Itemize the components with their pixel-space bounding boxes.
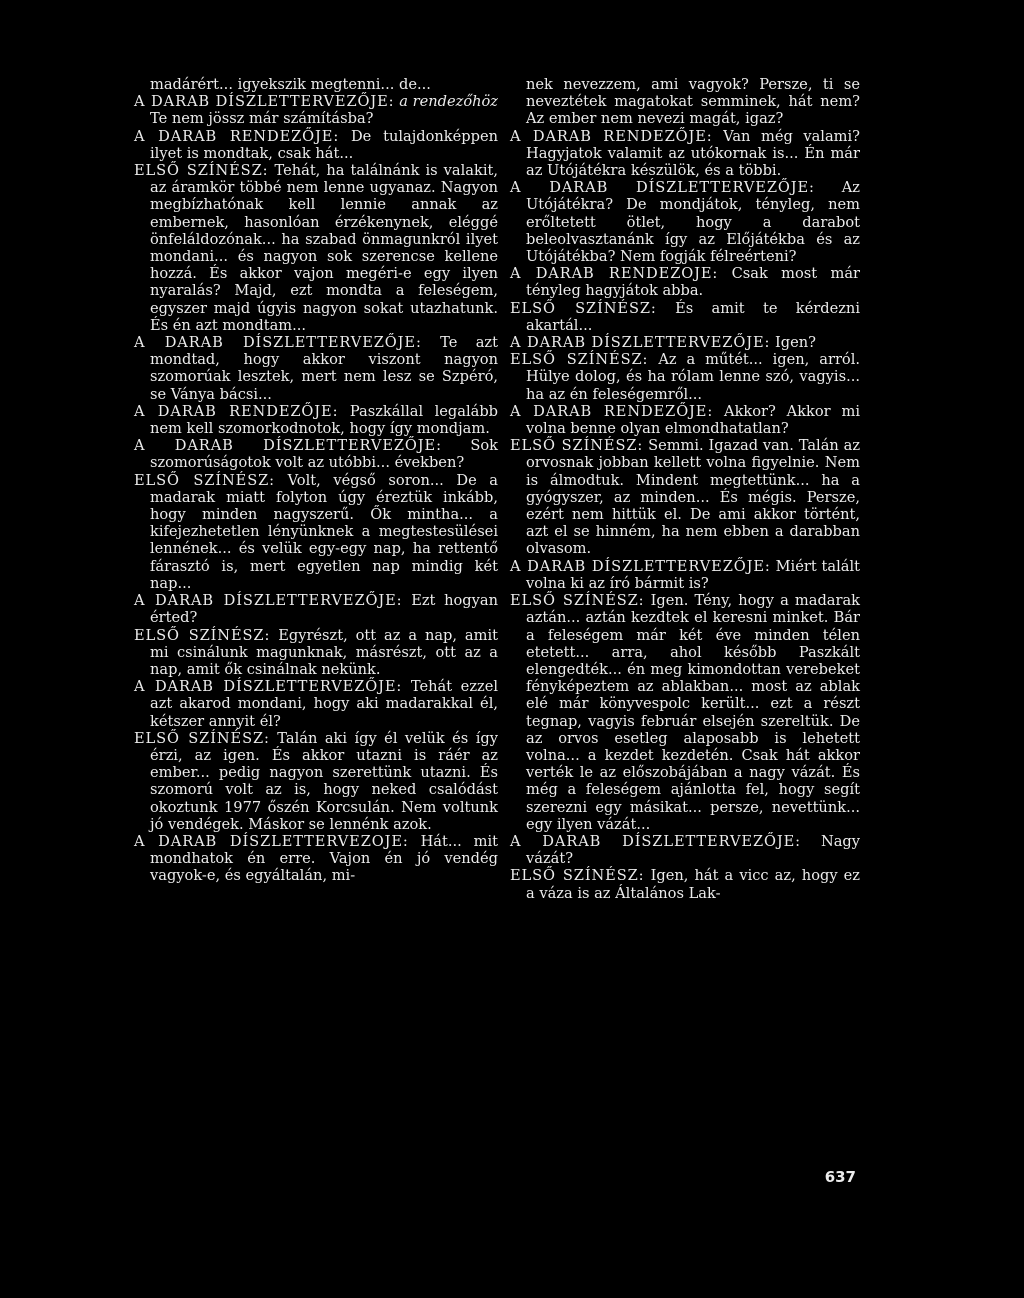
dialogue-text: Nagy vázát?	[526, 832, 860, 868]
dialogue-paragraph	[510, 128, 860, 180]
dialogue-paragraph	[510, 351, 860, 403]
dialogue-paragraph	[510, 437, 860, 557]
dialogue-text: De tulajdonképpen ilyet is mondtak, csak hát...	[150, 127, 498, 162]
left-column	[134, 76, 498, 885]
speaker-name: A DARAB RENDEZŐJE:	[510, 402, 714, 420]
dialogue-paragraph	[134, 403, 498, 437]
dialogue-text: madárért... igyekszik megtenni... de...	[150, 76, 431, 93]
speaker-name: A DARAB RENDEZŐJE:	[510, 127, 713, 145]
speaker-name: A DARAB DÍSZLETTERVEZŐJE:	[134, 437, 442, 455]
dialogue-text: nek nevezzem, ami vagyok? Persze, ti se neveztétek magatokat semminek, hát nem? Az ember nem nevezi magát, igaz?	[526, 76, 860, 128]
paragraph-continuation	[134, 76, 498, 93]
speaker-name: ELSŐ SZÍNÉSZ:	[510, 867, 645, 885]
dialogue-paragraph	[510, 334, 860, 351]
dialogue-paragraph	[134, 437, 498, 471]
dialogue-text: Semmi. Igazad van. Talán az orvosnak jobban kellett volna figyelnie. Nem is álmodtuk. Mindent megtettünk... ha a gyógyszer, az minden... És mégis. Persze, ezért nem hittük el. De ami akkor történt, azt el se hinném, ha nem ebben a darabban olvasom.	[526, 437, 861, 558]
dialogue-text: Te azt mondtad, hogy akkor viszont nagyon szomorúak lesztek, mert nem lesz se Szpéró, se Ványa bácsi...	[150, 334, 498, 403]
speaker-name: A DARAB DÍSZLETTERVEZŐJE:	[134, 678, 403, 696]
dialogue-text: És amit te kérdezni akartál...	[526, 299, 860, 334]
dialogue-paragraph	[510, 867, 860, 901]
dialogue-paragraph	[134, 93, 498, 127]
dialogue-paragraph	[510, 300, 860, 334]
dialogue-paragraph	[134, 128, 498, 162]
dialogue-text: Igen. Tény, hogy a madarak aztán... aztán kezdtek el keresni minket. Bár a feleségem már két éve minden télen etetett... arra, ahol később Paszkált elengedték... én meg kimondottan verebeket fényképeztem az ablakban... most az ablak elé már könyvespolc került... ezt a részt tegnap, vagyis február elsején szereltük. De az orvos esetleg alaposabb is lehetett volna... a kezdet kezdetén. Csak hát akkor verték le az előszobájában a nagy vázát. És még a feleségem ajánlotta fel, hogy segít szerezni egy másikat... persze, nevettünk... egy ilyen vázát...	[526, 592, 861, 833]
dialogue-paragraph	[134, 833, 498, 885]
speaker-name: ELSŐ SZÍNÉSZ:	[134, 626, 271, 644]
dialogue-text: Csak most már tényleg hagyjátok abba.	[526, 265, 860, 300]
dialogue-text: Igen?	[774, 334, 816, 352]
dialogue-paragraph	[510, 265, 860, 299]
dialogue-text: Tehát, ha találnánk is valakit, az áramkör többé nem lenne ugyanaz. Nagyon megbízhatónak kell lennie annak az embernek, hasonlóan érzékenynek, eléggé önfeláldozónak... ha szabad önmagunkról ilyet mondani... és nagyon sok szerencse kellene hozzá. És akkor vajon megéri-e egy ilyen nyaralás? Majd, ezt mondta a feleségem, egyszer majd úgyis nagyon sokat utazhatunk. És én azt mondtam...	[150, 162, 499, 334]
dialogue-paragraph	[510, 833, 860, 867]
dialogue-text: Igen, hát a vicc az, hogy ez a váza is az Általános Lak-	[526, 867, 860, 902]
dialogue-paragraph	[134, 627, 498, 679]
dialogue-paragraph	[134, 162, 498, 334]
dialogue-text: Van még valami? Hagyjatok valamit az utókornak is... Én már az Utójátékra készülök, és a többi.	[526, 127, 860, 180]
paragraph-continuation	[510, 76, 860, 128]
speaker-name: A DARAB DÍSZLETTERVEZŐJE:	[510, 179, 815, 197]
speaker-name: ELSŐ SZÍNÉSZ:	[134, 729, 270, 747]
speaker-name: A DARAB DÍSZLETTERVEZŐJE:	[510, 832, 801, 850]
dialogue-paragraph	[510, 179, 860, 265]
speaker-name: A DARAB DÍSZLETTERVEZŐJE:	[134, 334, 422, 352]
dialogue-paragraph	[134, 592, 498, 626]
dialogue-paragraph	[134, 334, 498, 403]
dialogue-text: Paszkállal legalább nem kell szomorkodnotok, hogy így mondjam.	[150, 402, 499, 438]
page-number: 637	[824, 1168, 856, 1186]
dialogue-text: Talán aki így él velük és így érzi, az igen. És akkor utazni is ráér az ember... pedig nagyon szerettünk utazni. És szomorú volt az is, hogy neked csalódást okoztunk 1977 őszén Korcsulán. Nem voltunk jó vendégek. Máskor se lennénk azok.	[150, 729, 499, 833]
speaker-name: ELSŐ SZÍNÉSZ:	[510, 351, 649, 369]
speaker-name: A DARAB DÍSZLETTERVEZŐJE:	[510, 334, 771, 352]
speaker-name: A DARAB RENDEZŐJE:	[134, 402, 339, 420]
dialogue-paragraph	[510, 403, 860, 437]
speaker-name: A DARAB DÍSZLETTERVEZOJE:	[134, 832, 409, 850]
dialogue-paragraph	[510, 558, 860, 592]
dialogue-text: Az Utójátékra? De mondjátok, tényleg, nem erőltetett ötlet, hogy a darabot beleolvasztanánk így az Előjátékba és az Utójátékba? Nem fogják félreérteni?	[526, 179, 860, 266]
dialogue-text: Az a műtét... igen, arról. Hülye dolog, és ha rólam lenne szó, vagyis... ha az én feleségemről...	[526, 351, 861, 403]
speaker-name: ELSŐ SZÍNÉSZ:	[510, 299, 657, 317]
dialogue-text: Akkor? Akkor mi volna benne olyan elmondhatatlan?	[526, 402, 860, 438]
dialogue-text: Te nem jössz már számításba?	[150, 110, 374, 128]
dialogue-text: Ezt hogyan érted?	[150, 592, 498, 627]
speaker-name: A DARAB RENDEZOJE:	[510, 265, 719, 283]
right-column	[510, 76, 860, 902]
dialogue-paragraph	[134, 730, 498, 833]
speaker-name: A DARAB DÍSZLETTERVEZŐJE:	[134, 93, 395, 111]
dialogue-text: Miért talált volna ki az író bármit is?	[526, 557, 860, 592]
dialogue-text: Sok szomorúságotok volt az utóbbi... években?	[150, 437, 498, 472]
dialogue-paragraph	[134, 472, 498, 592]
speaker-name: A DARAB DÍSZLETTERVEZŐJE:	[134, 592, 403, 610]
speaker-name: A DARAB DÍSZLETTERVEZŐJE:	[510, 557, 771, 575]
dialogue-text: Tehát ezzel azt akarod mondani, hogy aki madarakkal él, kétszer annyit él?	[150, 678, 498, 730]
dialogue-text: Volt, végső soron... De a madarak miatt folyton úgy éreztük inkább, hogy minden nagyszerű. Ők mintha... a kifejezhetetlen lényünknek a megtestesülései lennének... és velük egy-egy nap, ha rettentő fárasztó is, mert egyetlen nap mindig két nap...	[150, 471, 498, 592]
speaker-name: ELSŐ SZÍNÉSZ:	[510, 437, 644, 455]
dialogue-text: Egyrészt, ott az a nap, amit mi csinálunk magunknak, másrészt, ott az a nap, amit ők csinálnak nekünk.	[150, 626, 498, 678]
dialogue-text: Hát... mit mondhatok én erre. Vajon én jó vendég vagyok-e, és egyáltalán, mi-	[150, 832, 498, 885]
dialogue-paragraph	[510, 592, 860, 833]
dialogue-paragraph	[134, 678, 498, 730]
speaker-name: ELSŐ SZÍNÉSZ:	[510, 592, 645, 610]
speaker-name: A DARAB RENDEZŐJE:	[134, 127, 340, 145]
speaker-name: ELSŐ SZÍNÉSZ:	[134, 471, 275, 489]
speaker-name: ELSŐ SZÍNÉSZ:	[134, 162, 269, 180]
stage-direction: a rendezőhöz	[399, 93, 498, 111]
